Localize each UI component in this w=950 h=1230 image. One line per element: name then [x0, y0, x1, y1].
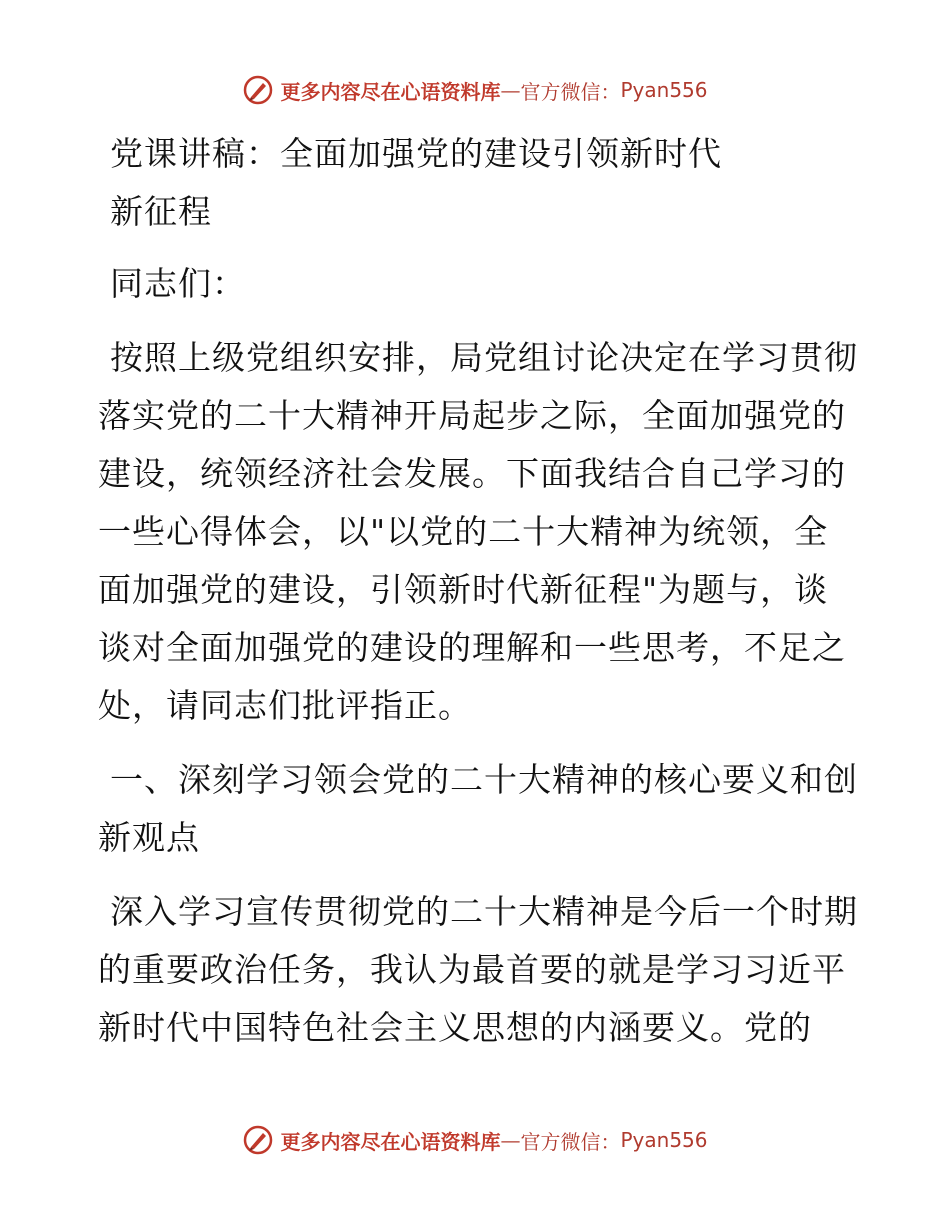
watermark-site: 更多内容尽在心语资料库	[280, 79, 501, 104]
watermark-site: 更多内容尽在心语资料库	[280, 1129, 501, 1154]
document-title-line2: 新征程	[110, 192, 212, 231]
watermark-text	[280, 76, 707, 105]
header-watermark	[0, 70, 950, 110]
watermark-wechat-id: Pyan556	[620, 78, 708, 102]
watermark-official: 官方微信：	[520, 79, 621, 104]
paragraph-section-1: 深入学习宣传贯彻党的二十大精神是今后一个时期的重要政治任务，我认为最首要的就是学习习近平新时代中国特色社会主义思想的内涵要义。党的	[98, 892, 858, 1047]
section-heading-1: 一、深刻学习领会党的二十大精神的核心要义和创新观点	[98, 760, 858, 857]
watermark-group	[242, 74, 707, 106]
watermark-official: 官方微信：	[520, 1129, 621, 1154]
watermark-text-bottom	[280, 1126, 707, 1155]
watermark-group-bottom	[242, 1124, 707, 1156]
document-body	[98, 125, 858, 1057]
salutation: 同志们：	[110, 264, 246, 303]
watermark-wechat-id: Pyan556	[620, 1128, 708, 1152]
footer-watermark	[0, 1120, 950, 1160]
pen-logo-icon	[242, 1124, 274, 1156]
pen-logo-icon	[242, 74, 274, 106]
watermark-separator: —	[500, 1128, 521, 1152]
watermark-separator: —	[500, 78, 521, 102]
paragraph-intro: 按照上级党组织安排，局党组讨论决定在学习贯彻落实党的二十大精神开局起步之际，全面加强党的建设，统领经济社会发展。下面我结合自己学习的一些心得体会，以"以党的二十大精神为统领，全面加强党的建设，引领新时代新征程"为题与，谈谈对全面加强党的建设的理解和一些思考，不足之处，请同志们批评指正。	[98, 338, 858, 725]
document-title-line1: 党课讲稿：全面加强党的建设引领新时代	[110, 134, 722, 173]
